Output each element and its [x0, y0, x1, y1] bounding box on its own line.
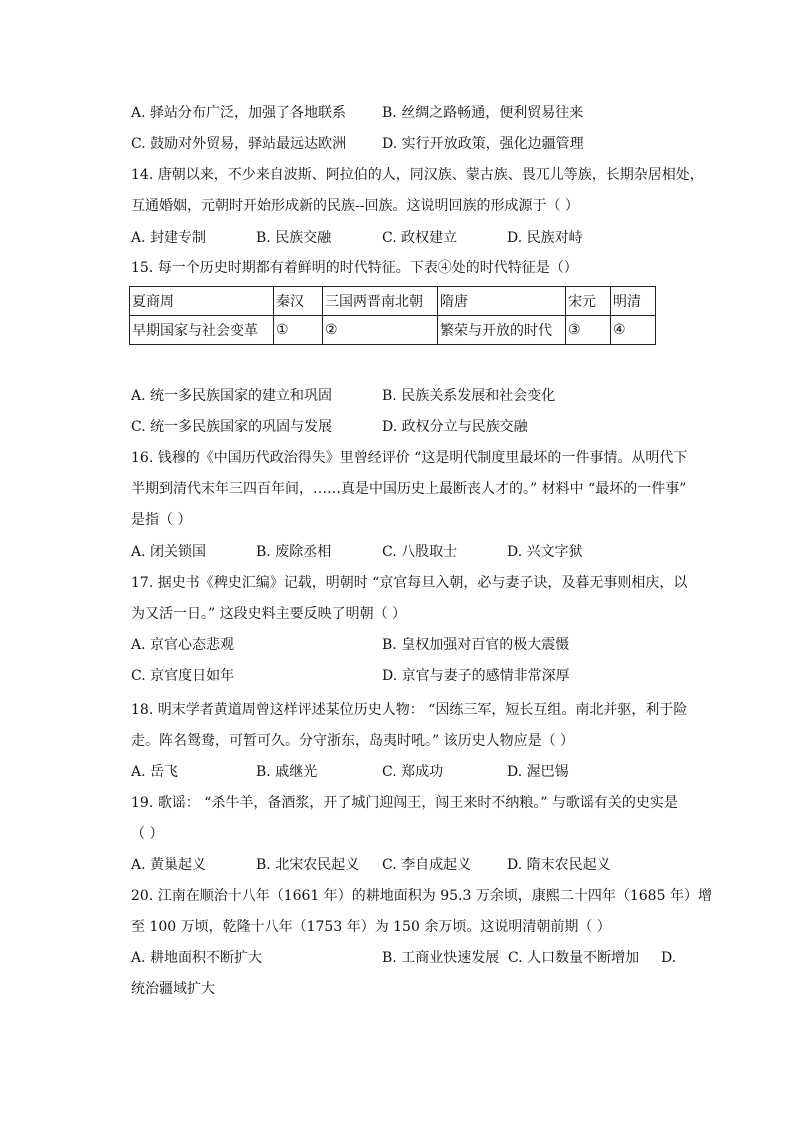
q20-option-b: B. 工商业快速发展: [382, 950, 500, 966]
era-cell: ③: [566, 316, 611, 345]
q20-option-a: A. 耕地面积不断扩大: [131, 950, 263, 966]
q16-option-b: B. 废除丞相: [256, 544, 332, 560]
era-cell: 明清: [611, 287, 656, 316]
q18-option-c: C. 郑成功: [382, 764, 444, 780]
q14-option-b: B. 民族交融: [256, 230, 332, 246]
era-cell: 秦汉: [274, 287, 323, 316]
era-cell: ①: [274, 316, 323, 345]
q16-stem-line-3: 是指（ ）: [131, 512, 192, 528]
q15-stem: 15. 每一个历史时期都有着鲜明的时代特征。下表④处的时代特征是（）: [131, 260, 578, 276]
q17-option-d: D. 京官与妻子的感情非常深厚: [382, 668, 570, 684]
q14-option-a: A. 封建专制: [131, 230, 207, 246]
q20-option-c: C. 人口数量不断增加: [508, 950, 640, 966]
q17-stem-line-1: 17. 据史书《稗史汇编》记载，明朝时 “京官每旦入朝，必与妻子诀，及暮无事则相庆，以: [131, 575, 688, 591]
q19-stem-line-1: 19. 歌谣： “杀牛羊，备酒浆，开了城门迎闯王，闯王来时不纳粮。” 与歌谣有关的史实是: [131, 795, 678, 811]
q16-stem-line-1: 16. 钱穆的《中国历代政治得失》里曾经评价 “这是明代制度里最坏的一件事情。从明代下: [131, 450, 688, 466]
era-cell: 宋元: [566, 287, 611, 316]
era-cell: 早期国家与社会变革: [130, 316, 274, 345]
q15-option-b: B. 民族关系发展和社会变化: [382, 388, 556, 404]
q19-option-a: A. 黄巢起义: [131, 857, 207, 873]
q15-option-c: C. 统一多民族国家的巩固与发展: [131, 419, 333, 435]
era-cell: 隋唐: [438, 287, 566, 316]
q14-stem-line-1: 14. 唐朝以来，不少来自波斯、阿拉伯的人，同汉族、蒙古族、畏兀儿等族，长期杂居相处，: [131, 167, 704, 183]
era-cell: 三国两晋南北朝: [323, 287, 438, 316]
q20-stem-line-1: 20. 江南在顺治十八年（1661 年）的耕地面积为 95.3 万余顷，康熙二十四年（1685 年）增: [131, 888, 712, 904]
era-cell: ④: [611, 316, 656, 345]
q20-option-d-text: 统治疆域扩大: [131, 981, 215, 997]
era-table: [129, 286, 656, 345]
q20-option-d-label: D.: [661, 950, 677, 966]
era-cell: 繁荣与开放的时代: [438, 316, 566, 345]
q18-option-a: A. 岳飞: [131, 764, 179, 780]
q16-option-c: C. 八股取士: [382, 544, 458, 560]
q17-option-a: A. 京官心态悲观: [131, 637, 235, 653]
q18-stem-line-1: 18. 明末学者黄道周曾这样评述某位历史人物： “因练三军，短长互组。南北并驱，利于险: [131, 702, 688, 718]
q15-option-d: D. 政权分立与民族交融: [382, 419, 528, 435]
era-table-header-row: [130, 287, 656, 316]
q13-option-a: A. 驿站分布广泛，加强了各地联系: [131, 105, 347, 121]
q19-option-d: D. 隋末农民起义: [507, 857, 611, 873]
q16-stem-line-2: 半期到清代末年三四百年间，……真是中国历史上最断丧人才的。” 材料中 “最坏的一件事”: [131, 481, 687, 497]
q13-option-c: C. 鼓励对外贸易，驿站最远达欧洲: [131, 136, 347, 152]
q19-option-b: B. 北宋农民起义: [256, 857, 360, 873]
q17-option-b: B. 皇权加强对百官的极大震慑: [382, 637, 570, 653]
q18-stem-line-2: 走。阵名鸳鸯，可暂可久。分守浙东，岛夷时吼。” 该历史人物应是（ ）: [131, 733, 575, 749]
q16-option-a: A. 闭关锁国: [131, 544, 207, 560]
era-cell: 夏商周: [130, 287, 274, 316]
q20-stem-line-2: 至 100 万顷，乾隆十八年（1753 年）为 150 余万顷。这说明清朝前期（ ）: [131, 919, 611, 935]
q13-option-b: B. 丝绸之路畅通，便利贸易往来: [382, 105, 584, 121]
q18-option-b: B. 戚继光: [256, 764, 318, 780]
q15-option-a: A. 统一多民族国家的建立和巩固: [131, 388, 333, 404]
q18-option-d: D. 渥巴锡: [507, 764, 569, 780]
era-table-feature-row: [130, 316, 656, 345]
era-cell: ②: [323, 316, 438, 345]
q13-option-d: D. 实行开放政策，强化边疆管理: [382, 136, 584, 152]
q17-stem-line-2: 为又活一日。” 这段史料主要反映了明朝（ ）: [131, 606, 407, 622]
q19-option-c: C. 李自成起义: [382, 857, 472, 873]
q14-option-c: C. 政权建立: [382, 230, 458, 246]
q14-stem-line-2: 互通婚姻，元朝时开始形成新的民族--回族。这说明回族的形成源于（ ）: [131, 198, 579, 214]
q17-option-c: C. 京官度日如年: [131, 668, 235, 684]
q16-option-d: D. 兴文字狱: [507, 544, 583, 560]
q19-stem-line-2: （ ）: [131, 826, 164, 842]
q14-option-d: D. 民族对峙: [507, 230, 583, 246]
